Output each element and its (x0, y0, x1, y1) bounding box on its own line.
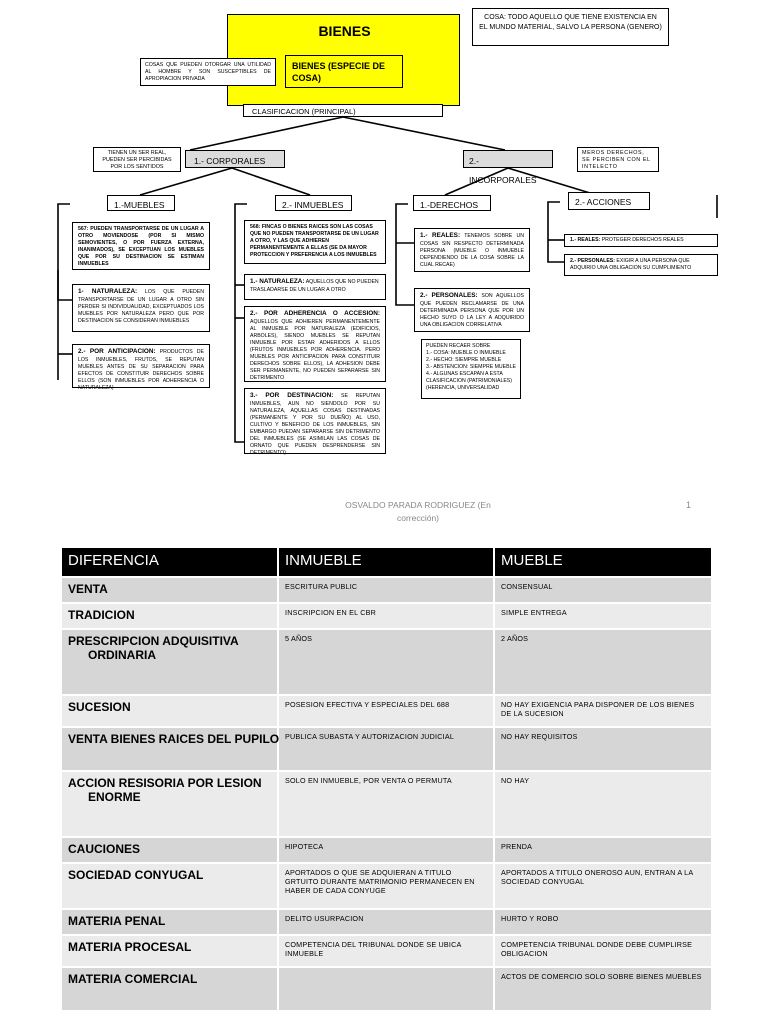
table-body (62, 577, 712, 1011)
table-row (62, 863, 712, 909)
inmuebles-destinacion-text: SE REPUTAN INMUEBLES, AUN NO SIENDOLO POR SU NATURALEZA, AQUELLAS COSAS DESTINADAS (PERMANENTE Y POR SU DUEÑO) AL USO, CULTIVO Y BENEFICIO DE LOS INMUEBLES, SIN EMBARGO PUEDAN SEPARARSE SIN DETRIMENTO DEL INMUEBLES (SE ASIMILAN LAS COSAS DE ORNATO QUE PUEDEN DESPRENDERSE SIN DETRIMENTO) (250, 393, 381, 456)
recae-box: PUEDEN RECAER SOBRE 1.- COSA: MUEBLE O INMUEBLE 2.- HECHO: SIEMPRE MUEBLE 3.- ABSTENCION: SIEMPRE MUEBLE 4.- ALGUNAS ESCAPAN A ESTA CLASIFICACION (PATRIMONIALES) (HERENCIA, UNIVERSALIDAD (421, 339, 521, 399)
table-row (62, 695, 712, 727)
inmueble-cell: APORTADOS O QUE SE ADQUIERAN A TITULO GRTUITO DURANTE MATRIMONIO PERMANECEN EN HABER DE CADA CONYUGE (278, 863, 494, 909)
muebles-anticipacion-title: 2.- POR ANTICIPACION: (78, 348, 156, 355)
mueble-cell: COMPETENCIA TRIBUNAL DONDE DEBE CUMPLIRSE OBLIGACION (494, 935, 712, 967)
inmueble-cell (278, 967, 494, 1011)
muebles-naturaleza-text: LOS QUE PUEDEN TRANSPORTARSE DE UN LUGAR A OTRO SIN PERDER SI INDIVIDUALIDAD, EXCEPTUADOS LOS MUEBLES POR NATURALEZA PERO QUE POR DESTINACION SE CONSIDERAN INMUEBLES (78, 289, 204, 324)
incorporales-box (463, 150, 553, 185)
inmuebles-label: 2.- INMUEBLES (282, 200, 344, 210)
acciones-personales-text: EXIGIR A UNA PERSONA QUE ADQUIRIO UNA OBLIGACION SU CUMPLIMIENTO (570, 258, 692, 272)
derechos-label: 1.-DERECHOS (420, 200, 479, 210)
derechos-reales (414, 228, 530, 272)
table-row (62, 935, 712, 967)
header-diferencia: DIFERENCIA (62, 548, 278, 577)
mueble-cell: NO HAY REQUISITOS (494, 727, 712, 771)
muebles-label: 1.-MUEBLES (114, 200, 165, 210)
row-label: PRESCRIPCION ADQUISITIVA ORDINARIA (62, 629, 278, 695)
muebles-anticipacion-text: PRODUCTOS DE LOS INMUEBLES, FRUTOS, SE REPUTAN MUEBLES ANTES DE SU SEPARACION PARA EFECTOS DE CONSTITUIR DERECHOS SOBRE ELLOS (SON INMUEBLES POR ADHERENCIA O NATURALEZA) (78, 349, 204, 391)
inmueble-cell: SOLO EN INMUEBLE, POR VENTA O PERMUTA (278, 771, 494, 837)
row-label: VENTA (62, 577, 278, 603)
inmueble-cell: PUBLICA SUBASTA Y AUTORIZACION JUDICIAL (278, 727, 494, 771)
mueble-cell: SIMPLE ENTREGA (494, 603, 712, 629)
mueble-cell: CONSENSUAL (494, 577, 712, 603)
bienes-definition: COSAS QUE PUEDEN OTORGAR UNA UTILIDAD AL HOMBRE Y SON SUSCEPTIBLES DE APROPIACION PRIVADA (140, 58, 276, 86)
row-label: VENTA BIENES RAICES DEL PUPILO (62, 727, 278, 771)
mueble-cell: PRENDA (494, 837, 712, 863)
inmueble-cell: HIPOTECA (278, 837, 494, 863)
table-row (62, 577, 712, 603)
row-label: TRADICION (62, 603, 278, 629)
derechos-reales-title: 1.- REALES: (420, 232, 461, 239)
row-label: MATERIA COMERCIAL (62, 967, 278, 1011)
mueble-cell: NO HAY (494, 771, 712, 837)
comparison-table (62, 548, 713, 1012)
derechos-personales-text: SON AQUELLOS QUE PUEDEN RECLAMARSE DE UNA DETERMINADA PERSONA QUE POR UN HECHO SUYO O LA LEY A ADQUIRIDO UNA OBLIGACION CORRELATIVA (420, 293, 524, 328)
inmuebles-adherencia (244, 306, 386, 382)
incorporales-label: 2.- INCORPORALES (469, 156, 537, 185)
inmuebles-naturaleza-text: AQUELLOS QUE NO PUEDEN TRASLADARSE DE UN LUGAR A OTRO (250, 279, 379, 293)
inmuebles-adherencia-title: 2.- POR ADHERENCIA O ACCESION: (250, 310, 380, 317)
mueble-cell: HURTO Y ROBO (494, 909, 712, 935)
row-label: MATERIA PROCESAL (62, 935, 278, 967)
acciones-personales (564, 254, 718, 276)
bienes-title: BIENES (318, 23, 371, 39)
inmuebles-naturaleza (244, 274, 386, 300)
inmuebles-naturaleza-title: 1.- NATURALEZA: (250, 278, 305, 285)
inmueble-cell: POSESION EFECTIVA Y ESPECIALES DEL 688 (278, 695, 494, 727)
table-row (62, 837, 712, 863)
derechos-personales (414, 288, 530, 332)
cosa-definition: COSA: TODO AQUELLO QUE TIENE EXISTENCIA EN EL MUNDO MATERIAL, SALVO LA PERSONA (GENERO) (472, 8, 669, 46)
inmuebles-destinacion (244, 388, 386, 454)
inmuebles-adherencia-text: AQUELLOS QUE ADHIEREN PERMANENTEMENTE AL INMUEBLE POR NATURALEZA (EDIFICIOS, ARBOLES), SIENDO MUEBLES SE REPUTAN INMUEBLE POR ESTAR ADHERIDOS A ELLOS (FRUTOS INMUEBLES POR ADHERENCIA. PERO MUEBLES POR ANTICIPACION PARA CONSTITUIR DERECHOS SOBRE ELLOS), LA ADHESION DEBE SER PERMANENTE, NO PUEDEN SEPARARSE SIN DETRIMENTO (250, 318, 380, 381)
header-inmueble: INMUEBLE (278, 548, 494, 577)
table-row (62, 909, 712, 935)
inmuebles-destinacion-title: 3.- POR DESTINACION: (250, 392, 334, 399)
table-row (62, 603, 712, 629)
header-mueble: MUEBLE (494, 548, 712, 577)
clasificacion-box (243, 104, 443, 117)
mueble-cell: ACTOS DE COMERCIO SOLO SOBRE BIENES MUEBLES (494, 967, 712, 1011)
derechos-personales-title: 2.- PERSONALES: (420, 292, 478, 299)
derechos-reales-text: TENEMOS SOBRE UN COSAS SIN RESPECTO DETERMINADA PERSONA (MUEBLE O INMUEBLE DEPENDIENDO DE LA COSA SOBRE LA CUAL RECAE) (420, 233, 524, 268)
inmueble-cell: 5 AÑOS (278, 629, 494, 695)
acciones-reales-text: PROTEGER DERECHOS REALES (601, 237, 684, 243)
mueble-cell: NO HAY EXIGENCIA PARA DISPONER DE LOS BIENES DE LA SUCESION (494, 695, 712, 727)
inmueble-cell: DELITO USURPACION (278, 909, 494, 935)
especie-box (285, 55, 403, 88)
inmuebles-box (275, 195, 352, 211)
table-row (62, 967, 712, 1011)
inmueble-cell: ESCRITURA PUBLIC (278, 577, 494, 603)
row-label: SOCIEDAD CONYUGAL (62, 863, 278, 909)
muebles-anticipacion (72, 344, 210, 391)
acciones-reales (564, 234, 718, 247)
acciones-label: 2.- ACCIONES (575, 197, 632, 207)
muebles-naturaleza-title: 1- NATURALEZA: (78, 288, 138, 295)
clasificacion-label: CLASIFICACION (PRINCIPAL) (252, 107, 356, 116)
inmuebles-definition (244, 220, 386, 264)
corporales-note: TIENEN UN SER REAL, PUEDEN SER PERCIBIDAS POR LOS SENTIDOS (93, 147, 181, 172)
muebles-definition-text: 567: PUEDEN TRANSPORTARSE DE UN LUGAR A OTRO MOVIENDOSE (POR SI MISMO SEMOVIENTES, O POR FUERZA EXTERNA, INANIMADOS), SE EXCEPTUAN LOS MUEBLES QUE POR SU DESTINACION SE ESTIMAN INMUEBLES (78, 226, 204, 268)
inmueble-cell: COMPETENCIA DEL TRIBUNAL DONDE SE UBICA INMUEBLE (278, 935, 494, 967)
inmueble-cell: INSCRIPCION EN EL CBR (278, 603, 494, 629)
acciones-reales-title: 1.- REALES: (570, 237, 601, 243)
table-row (62, 727, 712, 771)
mueble-cell: 2 AÑOS (494, 629, 712, 695)
corporales-box (185, 150, 285, 168)
row-label: MATERIA PENAL (62, 909, 278, 935)
derechos-box (413, 195, 491, 211)
acciones-box (568, 192, 650, 210)
muebles-naturaleza (72, 284, 210, 332)
acciones-personales-title: 2.- PERSONALES: (570, 258, 615, 264)
row-label: SUCESION (62, 695, 278, 727)
table-row (62, 629, 712, 695)
row-label: ACCION RESISORIA POR LESION ENORME (62, 771, 278, 837)
table-row (62, 771, 712, 837)
footer-page-number: 1 (686, 500, 692, 510)
footer-author: OSVALDO PARADA RODRIGUEZ (En corrección) (345, 500, 491, 523)
incorporales-note: MEROS DERECHOS, SE PERCIBEN CON EL INTELECTO (577, 147, 659, 172)
inmuebles-definition-text: 568: FINCAS O BIENES RAICES SON LAS COSAS QUE NO PUEDEN TRANSPORTARSE DE UN LUGAR A OTRO, Y LAS QUE ADHIEREN PERMANENTEMENTE A ELLAS (SE DA MAYOR PROTECCION Y PREFERENCIA A LOS INMUEBLES (250, 224, 379, 259)
especie-label: BIENES (ESPECIE DE COSA) (292, 61, 386, 83)
corporales-label: 1.- CORPORALES (194, 156, 266, 166)
table-header-row (62, 548, 712, 577)
muebles-definition (72, 222, 210, 270)
muebles-box (107, 195, 175, 211)
mueble-cell: APORTADOS A TITULO ONEROSO AUN, ENTRAN A LA SOCIEDAD CONYUGAL (494, 863, 712, 909)
row-label: CAUCIONES (62, 837, 278, 863)
